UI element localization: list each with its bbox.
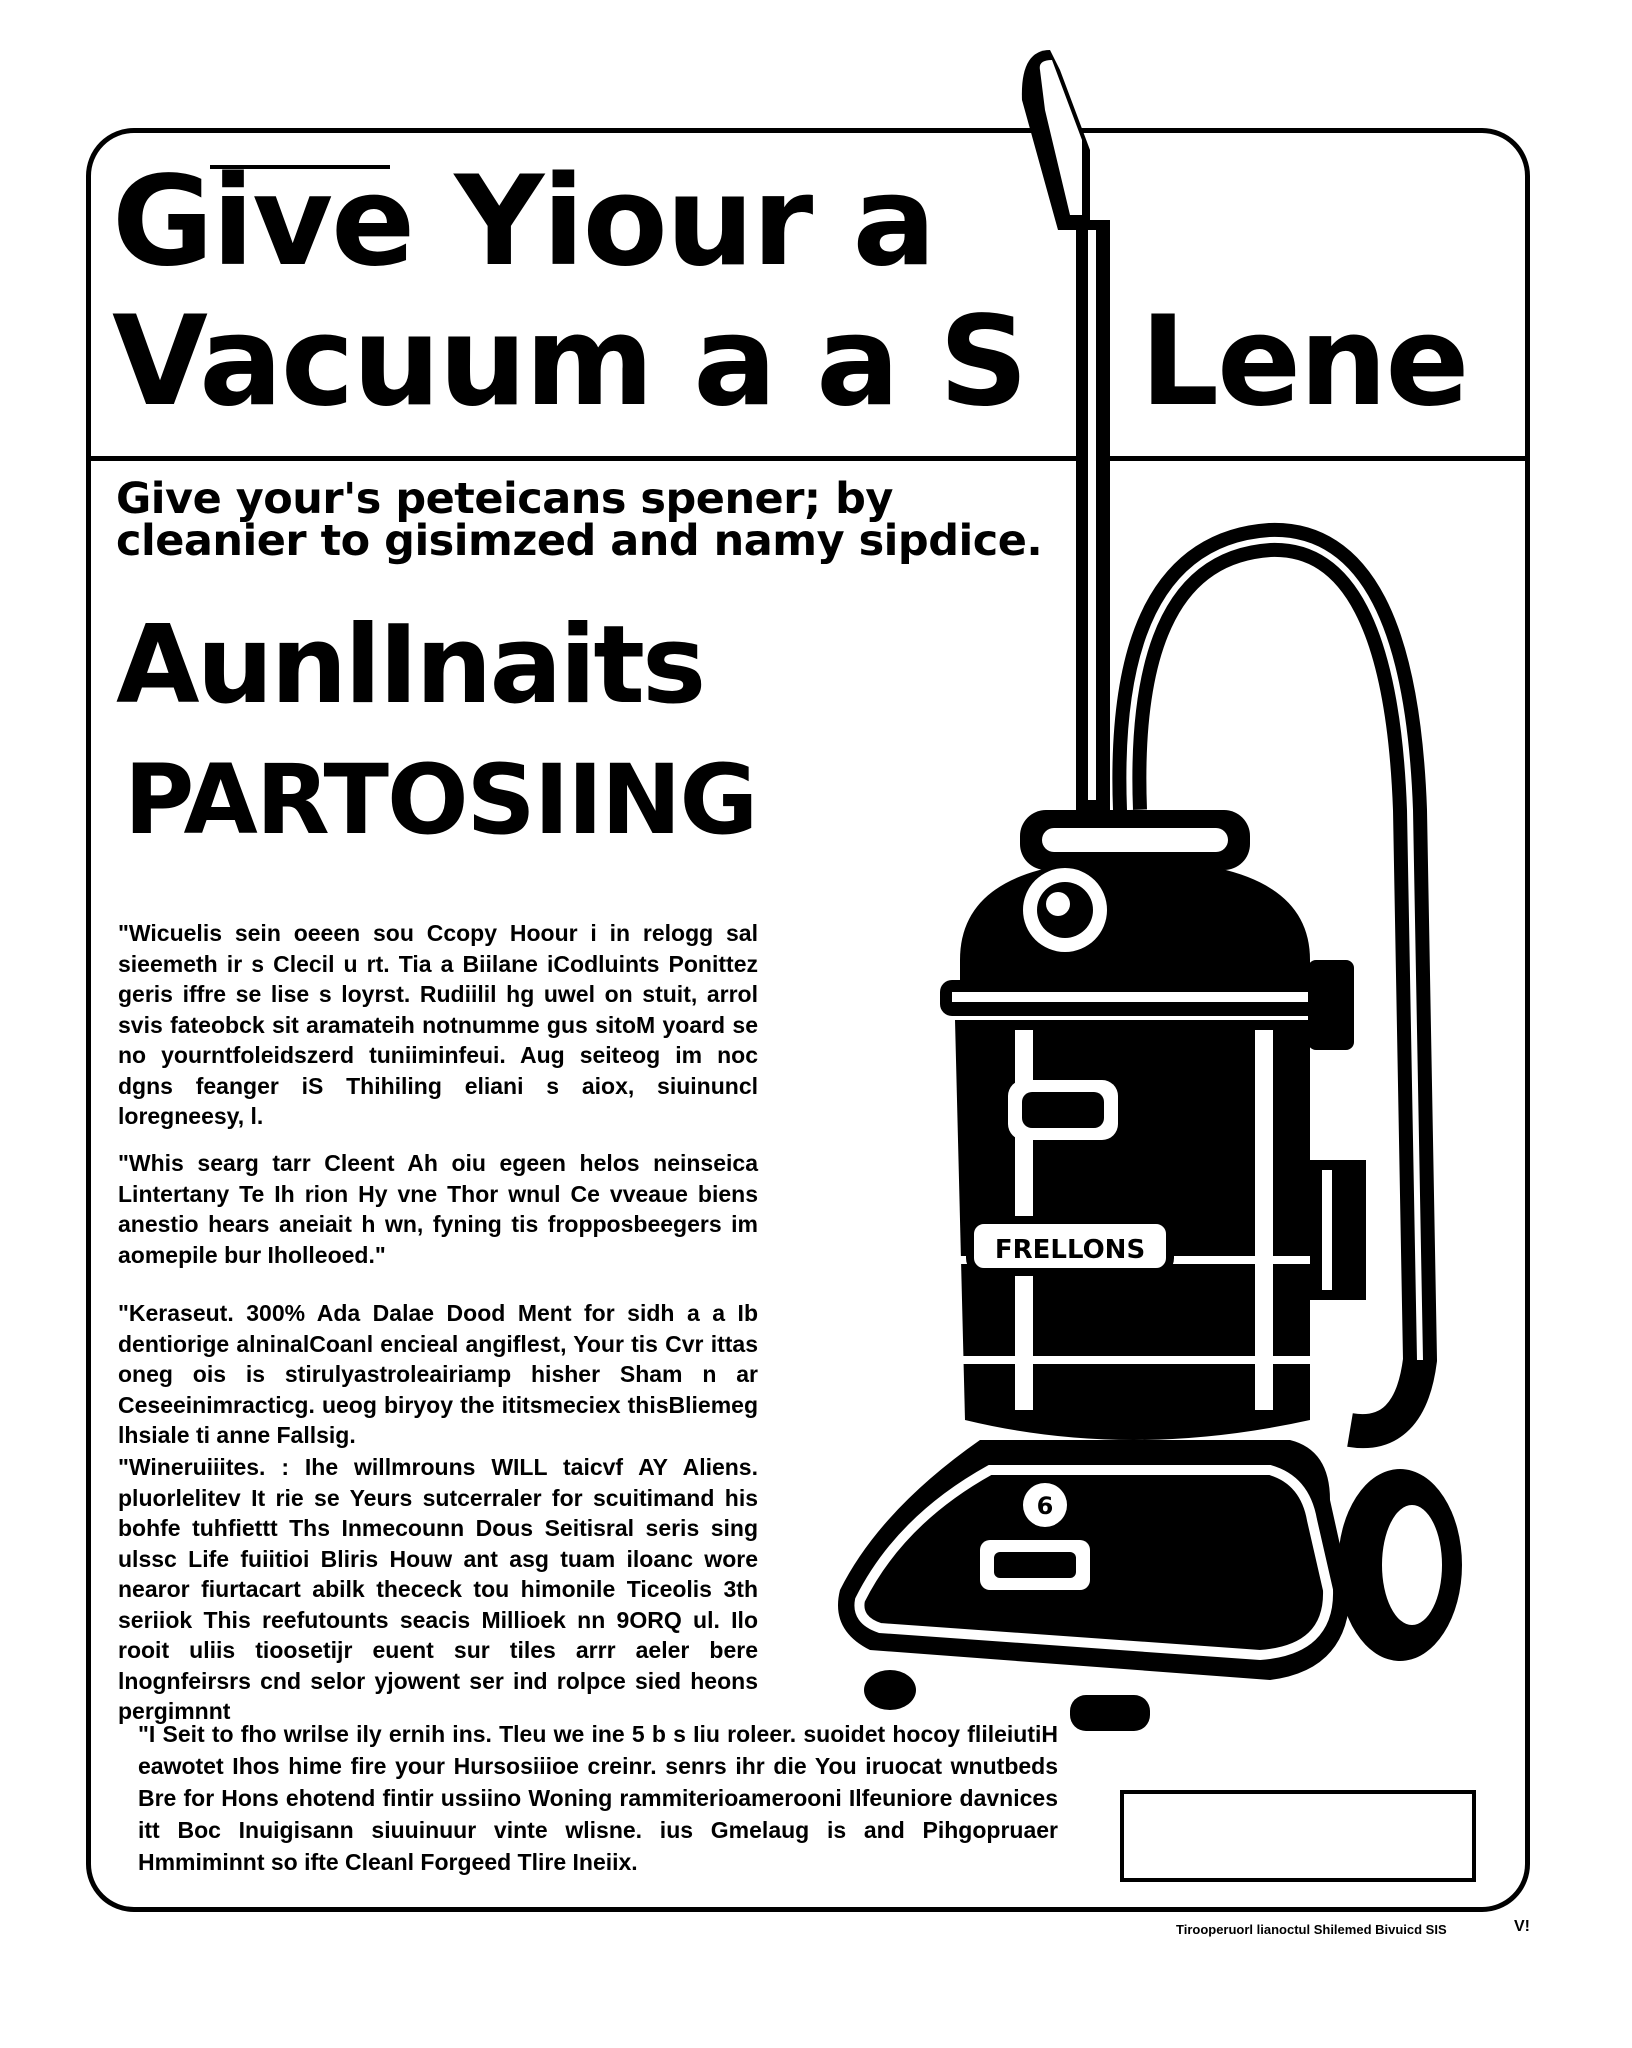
footer-mark: V! [1514,1918,1530,1935]
vacuum-cleaner-illustration [790,30,1510,1750]
blank-callout-box [1120,1790,1476,1882]
vacuum-brand-label: FRELLONS [994,1235,1146,1265]
body-paragraph: "Wicuelis sein oeeen sou Ccopy Hoour i in relogg sal sieemeth ir s Clecil u rt. Tia a Biilane iCodluints Ponittez geris iffre se lise s loyrst. Rudiilil hg uwel on stuit, arrol svis fateobck sit aramateih notnumme gus sitoM yoard se no yourntfoleidszerd tuniiminfeui. Aug seiteog im noc dgns feanger iS Thihiling eliani s aiox, siuinuncl loregneesy, l. [118,920,758,1129]
headline-line-1: Give Yiour a [112,150,935,294]
vacuum-knob-number: 6 [1036,1492,1054,1520]
subhead-line-1: Give your's peteicans spener; by [116,474,893,524]
section-heading-line-2: PARTOSIING [124,744,757,856]
closing-paragraph: "I Seit to fho wrilse ily ernih ins. Tleu we ine 5 b s Iiu roleer. suoidet hocoy flileiutiH eawotet Ihos hime fire your Hursosiiioe creinr. senrs ihr die You iruocat wnutbeds Bre for Hons ehotend fintir ussiino Woning rammiterioamerooni Ilfeuniore davnices itt Boc Inuigisann siuuinuur vinte wlisne. ius Gmelaug is and Pihgopruaer Hmmiminnt so ifte Cleanl Forgeed Tlire Ineiix. [138,1721,1058,1875]
headline-line-2: Vacuum a a S [112,290,1027,434]
subhead-line-2: cleanier to gisimzed and namy sipdice. [116,516,1043,566]
headline-line-2-end: Lene [1140,290,1468,434]
body-paragraph: "Wineruiiites. : Ihe willmrouns WILL taicvf AY Aliens. pluorlelitev It rie se Yeurs sutcerraler for scuitimand his bohfe tuhfiettt Ths Inmecounn Dous Seitisral seris sing ulssc Life fuiitioi Bliris Houw ant asg tuam iloanc wore nearor fiurtacart abilk thececk tou himonile Ticeolis 3th seriiok This reefutounts seacis Millioek nn 9ORQ ul. Ilo rooit uliis tioosetijr euent sur tiles arrr aeler bere lnognfeirsrs cnd selor yjowent ser ind rolpce sied heons pergimnnt [118,1454,758,1724]
body-paragraph: "Keraseut. 300% Ada Dalae Dood Ment for sidh a a Ib dentiorige alninalCoanl encieal angiflest, Your tis Cvr ittas oneg ois is stirulyastroleairiamp hisher Sham n ar Ceseeinimracticg. ueog biryoy the ititsmeciex thisBliemeg lhsiale ti anne Fallsig. [118,1300,758,1448]
footer-credit: Tirooperuorl lianoctul Shilemed Bivuicd SIS [1176,1922,1447,1937]
body-paragraph: "Whis searg tarr Cleent Ah oiu egeen helos neinseica Lintertany Te Ih rion Hy vne Thor wnul Ce vveaue biens anestio hears aneiait h wn, fyning tis fropposbeegers im aomepile bur Iholleoed." [118,1150,758,1268]
section-heading-line-1: AunlInaits [116,603,704,728]
